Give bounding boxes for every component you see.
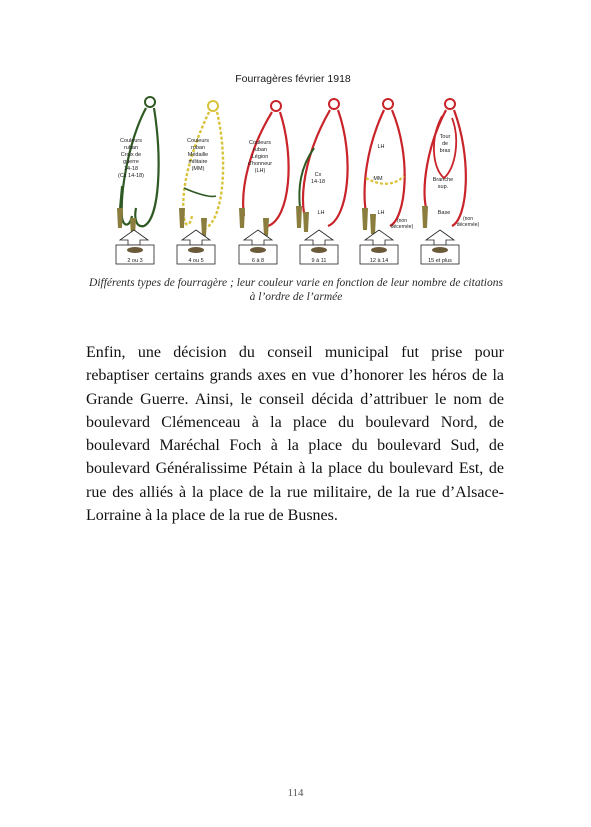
label-line: LH [377,210,385,216]
label-line: de [441,141,449,147]
label-line: 14-18 [310,179,326,185]
label-line: guerre [123,159,139,165]
label-line: décernée) [456,222,480,228]
label-line: ruban [123,145,139,151]
label-line: (non [462,216,474,222]
label-line: Médaille [187,152,209,158]
body-paragraph: Enfin, une décision du conseil municipal fut prise pour rebaptiser certains grands axes en vue d’honorer les héros de la Grande Guerre. Ainsi, le conseil décida d’attribuer le nom de boulevard Clémenceau à la place du boulevard Nord, de boulevard Maréchal Foch à la place du boulevard Sud, de boulevard Généralissime Pétain à la place du boulevard Est, de rue des alliés à la place de la rue militaire, de la rue d’Alsace-Lorraine à la place de la rue de Busnes. [86,344,504,525]
label-line: ruban [252,147,268,153]
citation-count: 9 à 11 [311,258,327,264]
label-line: (MM) [191,166,205,172]
fourragere-illustration [100,68,486,272]
label-line: LH [317,210,325,216]
figure-caption: Différents types de fourragère ; leur couleur varie en fonction de leur nombre de citations à l’ordre de l’armée [89,277,503,303]
label-line: Croix de [120,152,142,158]
page-number: 114 [287,787,304,799]
label-line: sup. [437,184,449,190]
citation-count: 2 ou 3 [127,258,143,264]
citation-count: 4 ou 5 [188,258,204,264]
citation-count: 15 et plus [428,258,452,264]
citation-count: 6 à 8 [251,258,265,264]
label-line: d'honneur [247,161,273,167]
label-line: Légion [251,154,269,160]
label-line: Couleurs [119,138,143,144]
label-line: (Cx 14-18) [118,173,144,179]
label-line: 14-18 [123,166,139,172]
label-line: militaire [188,159,208,165]
label-line: Cx [314,172,322,178]
label-line: ruban [190,145,206,151]
label-line: décernée) [390,224,414,230]
fourragere-figure [100,68,486,272]
label-line: Branche [432,177,454,183]
label-line: LH [377,144,385,150]
citation-count: 12 à 14 [369,258,389,264]
label-line: (non [396,218,408,224]
label-line: Base [437,210,451,216]
label-line: Couleurs [248,140,272,146]
label-line: (LH) [254,168,266,174]
figure-title: Fourragères février 1918 [235,73,351,85]
label-line: bras [439,148,451,154]
label-line: MM [373,176,383,182]
label-line: Couleurs [186,138,210,144]
label-line: Tour [439,134,451,140]
